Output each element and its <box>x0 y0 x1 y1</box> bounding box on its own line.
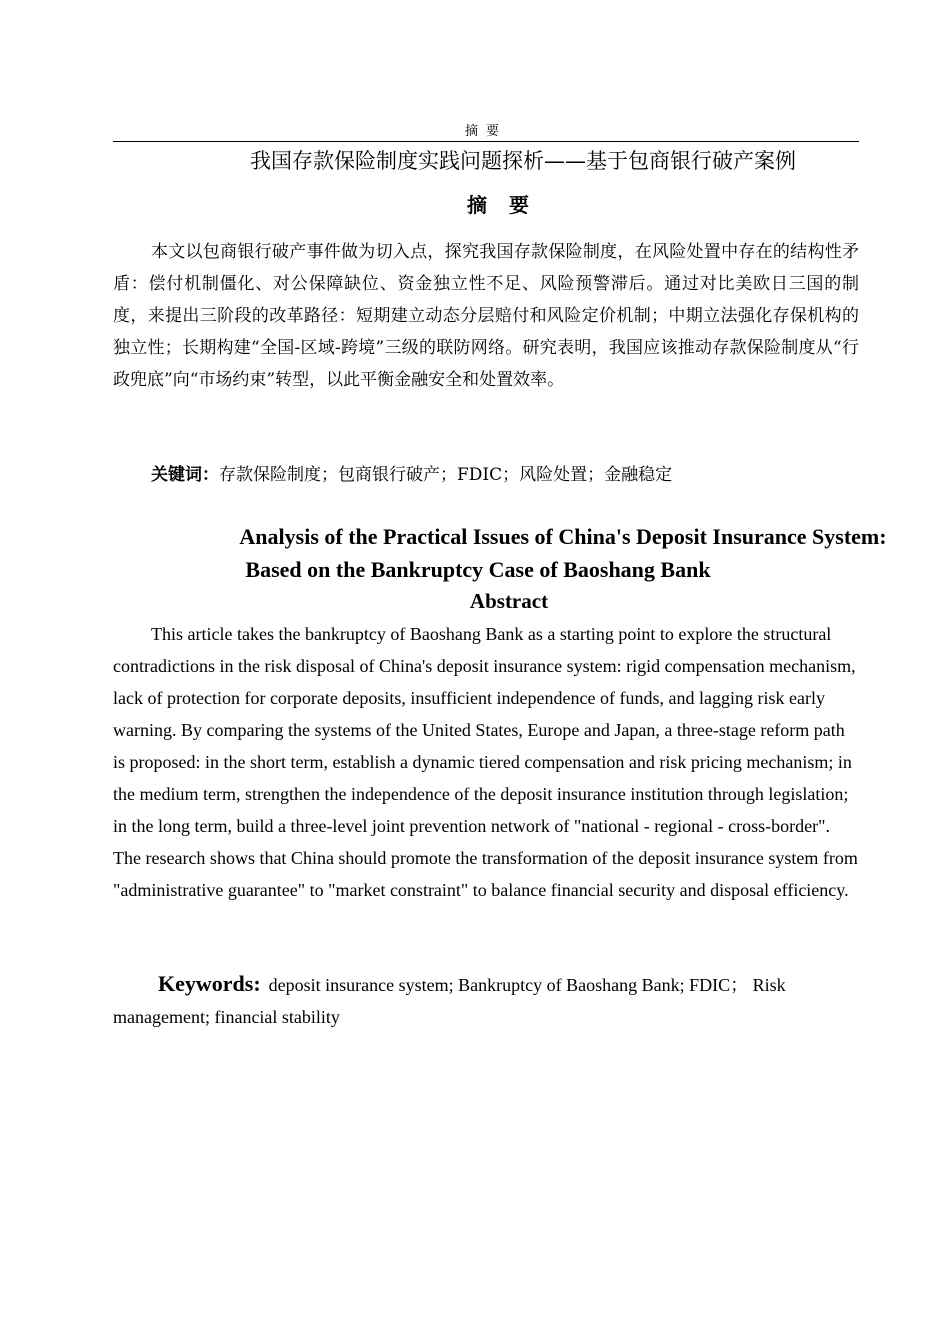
chinese-keywords-text: 存款保险制度；包商银行破产；FDIC；风险处置；金融稳定 <box>219 465 673 485</box>
header-rule <box>113 141 859 142</box>
chinese-title: 我国存款保险制度实践问题探析——基于包商银行破产案例 <box>250 149 796 173</box>
english-title-line1: Analysis of the Practical Issues of China's Deposit Insurance System: <box>239 524 887 549</box>
english-abstract-body: This article takes the bankruptcy of Baoshang Bank as a starting point to explore the structural contradictions in the risk disposal of China's deposit insurance system: rigid compensation mechanism, lack of protection for corporate deposits, insufficient independence of funds, and lagging risk early warning. By comparing the systems of the United States, Europe and Japan, a three-stage reform path is proposed: in the short term, establish a dynamic tiered compensation and risk pricing mechanism; in the medium term, strengthen the independence of the deposit insurance institution through legislation; in the long term, build a three-level joint prevention network of "national - regional - cross-border". The research shows that China should promote the transformation of the deposit insurance system from "administrative guarantee" to "market constraint" to balance financial security and disposal efficiency. <box>113 624 858 900</box>
chinese-abstract-heading: 摘要 <box>467 193 551 217</box>
chinese-abstract-body: 本文以包商银行破产事件做为切入点，探究我国存款保险制度，在风险处置中存在的结构性矛盾：偿付机制僵化、对公保障缺位、资金独立性不足、风险预警滞后。通过对比美欧日三国的制度，来提出三阶段的改革路径：短期建立动态分层赔付和风险定价机制；中期立法强化存保机构的独立性；长期构建“全国-区域-跨境”三级的联防网络。研究表明，我国应该推动存款保险制度从“行政兜底”向“市场约束”转型，以此平衡金融安全和处置效率。 <box>113 242 859 390</box>
english-keywords-text: deposit insurance system; Bankruptcy of Baoshang Bank; FDIC； Risk management; financial stability <box>113 975 786 1027</box>
english-keywords <box>113 968 843 1033</box>
english-title-line2: Based on the Bankruptcy Case of Baoshang Bank <box>245 557 711 582</box>
english-abstract-heading: Abstract <box>469 589 549 613</box>
running-header: 摘要 <box>464 123 507 138</box>
chinese-keywords <box>151 460 859 490</box>
english-keywords-label: Keywords: <box>158 971 261 996</box>
chinese-keywords-label: 关键词： <box>151 465 219 485</box>
english-title <box>113 520 913 586</box>
